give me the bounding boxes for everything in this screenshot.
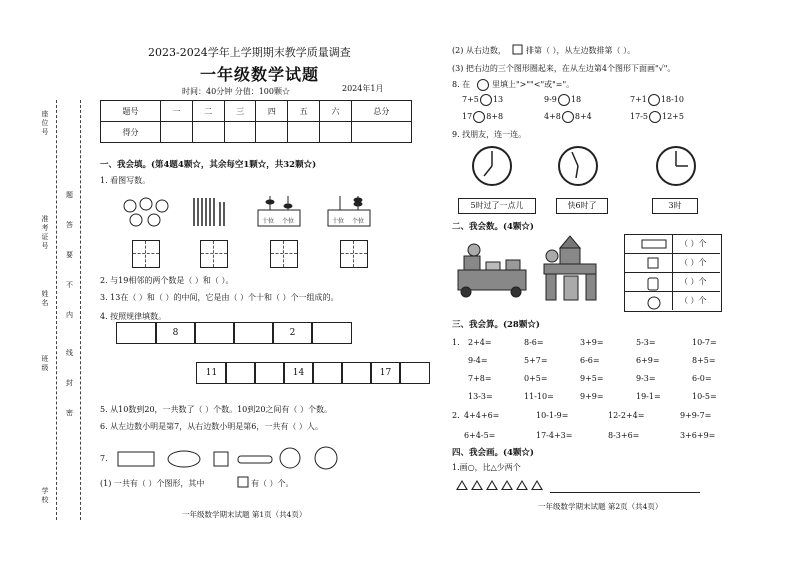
q31-number: 1. [452,338,460,347]
calc-item: 5-3= [636,338,656,347]
q8b-text: 里填上">""<"或"="。 [492,80,575,89]
cube-icon [648,258,658,268]
comparison-circle-icon[interactable] [480,94,492,106]
r-q3-text: (3) 把右边的三个图形圈起来，在从左边第4个图形下面画"√"。 [452,64,676,73]
sequence-cell[interactable] [341,362,372,384]
sequence-cell[interactable] [194,322,235,344]
triangle-icon [531,480,543,490]
calc-item: 3+6+9= [680,431,716,440]
comparison-item [462,111,503,123]
sequence-cell[interactable] [311,322,352,344]
right-footer: 一年级数学期末试题 第2页（共4页） [538,502,663,511]
abacus-label-tens-1: 十位 [262,218,275,225]
q4-text: 4. 按照规律填数。 [100,312,167,321]
calc-item: 6-0= [692,374,712,383]
comparison-item [544,111,592,123]
triangle-icon [501,480,513,490]
q3-text: 3. 13在（ ）和（ ）的中间，它是由（ ）个十和（ ）个一组成的。 [100,293,339,302]
triangle-icon [456,480,468,490]
cuboid-icon [642,240,666,248]
sequence-cell: 11 [196,362,227,384]
cuboid-shape [118,452,154,466]
answer-grid-4[interactable] [340,240,368,268]
sequence-cell[interactable] [312,362,343,384]
r-q2-text: (2) 从右边数， [452,46,506,55]
comparison-item [630,94,684,106]
section-4-title: 四、我会画。(4颗☆) [452,448,534,458]
cylinder-icon [237,476,249,488]
section-1-title: 一、我会填。(第4题4颗☆，其余每空1颗☆，共32颗☆) [100,160,317,170]
comparison-circle-icon[interactable] [648,94,660,106]
score-input-cell[interactable] [288,122,320,143]
comparison-left: 17-5 [630,112,648,121]
calc-item: 9+5= [580,374,604,383]
calc-item: 7+8= [468,374,492,383]
binding-line-2 [80,100,81,520]
triangle-icon [471,480,483,490]
score-input-cell[interactable] [256,122,288,143]
left-footer: 一年级数学期末试题 第1页（共4页） [182,510,307,519]
q7a-text: (1) 一共有（ ）个图形，其中 [100,479,205,488]
triangle-icon [486,480,498,490]
q2-text: 2. 与19相邻的两个数是（ ）和（ ）。 [100,276,234,285]
score-row-label: 得分 [101,122,161,143]
score-header-cell: 三 [224,101,256,122]
exam-date: 2024年1月 [342,84,384,93]
calc-item: 8+5= [692,356,716,365]
seal-char: 要 [66,251,73,259]
comparison-left: 4+8 [544,112,561,121]
calc-item: 13-3= [468,392,493,401]
calc-item: 11-10= [524,392,554,401]
name-label: 姓名 [41,290,49,308]
score-input-cell[interactable] [320,122,352,143]
seal-char: 封 [66,379,73,387]
blocks-picture [452,234,612,302]
calc-item: 6-6= [580,356,600,365]
comparison-right: 8+8 [486,112,504,121]
calc-item: 4+4+6= [464,411,500,420]
seal-char: 答 [66,221,73,229]
seal-char: 线 [66,349,73,357]
q6-text: 6. 从左边数小明是第7，从右边数小明是第6，一共有（ ）人。 [100,422,323,431]
comparison-circle-icon[interactable] [562,111,574,123]
q8-circle-icon [477,79,489,91]
school-label: 学校 [41,487,49,505]
sticks-picture [194,198,224,226]
q7b-text: 有（ ）个。 [251,479,294,488]
calc-item: 9-3= [636,374,656,383]
abacus-label-ones-1: 个位 [282,218,295,225]
sphere-shape [280,448,300,468]
calc-item: 9-4= [468,356,488,365]
q7-text: 7. [100,454,108,463]
q7-shapes [114,442,354,472]
cylinder-icon [648,278,658,290]
score-header-cell: 六 [320,101,352,122]
calc-item: 10-1-9= [536,411,569,420]
section-2-title: 二、我会数。(4颗☆) [452,222,534,232]
score-header-cell: 总分 [351,101,411,122]
sequence-cell: 8 [155,322,196,344]
clock-label-1: 5时过了一点儿 [458,198,536,214]
score-header-cell: 五 [288,101,320,122]
sequence-cell: 14 [283,362,314,384]
sequence-cell[interactable] [399,362,430,384]
score-table [100,100,412,143]
comparison-left: 7+5 [462,95,479,104]
score-header-cell: 四 [256,101,288,122]
sequence-cell: 17 [370,362,401,384]
comparison-left: 9-9 [544,95,557,104]
calc-item: 9+9= [580,392,604,401]
count-answer[interactable]: （ ）个 [680,277,707,286]
seal-warning [66,190,76,438]
calc-item: 6+4-5= [464,431,496,440]
abacus-label-tens-2: 十位 [332,218,345,225]
calc-item: 8-6= [524,338,544,347]
calc-item: 17-4+3= [536,431,573,440]
comparison-circle-icon[interactable] [649,111,661,123]
binding-line [56,100,57,520]
calc-item: 9+9-7= [680,411,712,420]
comparison-circle-icon[interactable] [473,111,485,123]
ball-shape [315,447,337,469]
calc-item: 12-2+4= [608,411,645,420]
calc-item: 3+9= [580,338,604,347]
section-3-title: 三、我会算。(28颗☆) [452,320,540,330]
clock-label-2: 快6时了 [556,198,608,214]
score-input-cell[interactable] [351,122,411,143]
triangle-icon [516,480,528,490]
answer-grid-2[interactable] [200,240,228,268]
score-input-cell[interactable] [192,122,224,143]
comparison-right: 18 [570,95,582,104]
seat-label: 座位号 [41,110,49,137]
calc-item: 5+7= [524,356,548,365]
seal-char: 不 [66,281,73,289]
count-answer[interactable]: （ ）个 [680,296,707,305]
comparison-left: 7+1 [630,95,647,104]
calc-item: 0+5= [524,374,548,383]
q41-text: 1.画○，比△少两个 [452,463,521,472]
count-shape-icons [640,236,670,312]
class-label: 班级 [41,355,49,373]
long-cylinder-shape [238,456,272,463]
calc-item: 10-7= [692,338,717,347]
q32-number: 2. [452,411,460,420]
comparison-right: 8+4 [574,112,592,121]
score-header-cell: 二 [192,101,224,122]
comparison-right: 12+5 [661,112,684,121]
comparison-item [630,111,684,123]
clock-1 [473,147,511,185]
q5-text: 5. 从10数到20，一共数了（ ）个数。10到20之间有（ ）个数。 [100,405,332,414]
cube-icon [512,43,524,55]
comparison-grid [462,94,702,128]
answer-grid-3[interactable] [270,240,298,268]
calc-item: 6+9= [636,356,660,365]
q1-pictures [118,192,398,232]
seal-char: 内 [66,311,73,319]
exam-subtitle: 一年级数学试题 [200,65,320,84]
sphere-icon [648,297,660,309]
q9-text: 9. 找朋友，连一连。 [452,130,527,139]
birds-picture [124,198,168,226]
exam-no-label: 准考证号 [41,215,49,251]
exam-title: 2023-2024学年上学期期末教学质量调查 [148,46,351,59]
comparison-circle-icon[interactable] [558,94,570,106]
clocks [466,142,726,190]
calc-item: 8-3+6= [608,431,640,440]
calc-item: 2+4= [468,338,492,347]
score-header-cell: 题号 [101,101,161,122]
answer-line[interactable] [550,492,700,493]
cylinder-shape [168,451,200,467]
sequence-cell[interactable] [254,362,285,384]
comparison-right: 13 [492,95,504,104]
clock-3 [657,147,695,185]
sequence-cell[interactable] [233,322,274,344]
calc-item: 19-1= [636,392,661,401]
exam-meta: 时间：40分钟 分值：100颗☆ [182,87,290,96]
cube-shape [214,452,228,466]
answer-grid-1[interactable] [132,240,160,268]
q8-text: 8. 在 [452,80,471,89]
calc-item: 10-5= [692,392,717,401]
seal-char: 密 [66,409,73,417]
comparison-left: 17 [462,112,473,121]
sequence-cell[interactable] [225,362,256,384]
comparison-item [462,94,503,106]
score-input-cell[interactable] [161,122,193,143]
comparison-item [544,94,581,106]
score-header-cell: 一 [161,101,193,122]
count-answer[interactable]: （ ）个 [680,258,707,267]
seal-char: 题 [66,191,73,199]
clock-2 [559,147,597,185]
abacus-label-ones-2: 个位 [352,218,365,225]
sequence-cell[interactable] [116,322,157,344]
sequence-cell: 2 [272,322,313,344]
clock-label-3: 3时 [652,198,698,214]
count-table-divider [672,234,673,310]
r-q2b-text: 排第（ ），从左边数排第（ ）。 [526,46,636,55]
q1-text: 1. 看图写数。 [100,176,151,185]
count-answer[interactable]: （ ）个 [680,239,707,248]
score-input-cell[interactable] [224,122,256,143]
comparison-right: 18-10 [660,95,684,104]
